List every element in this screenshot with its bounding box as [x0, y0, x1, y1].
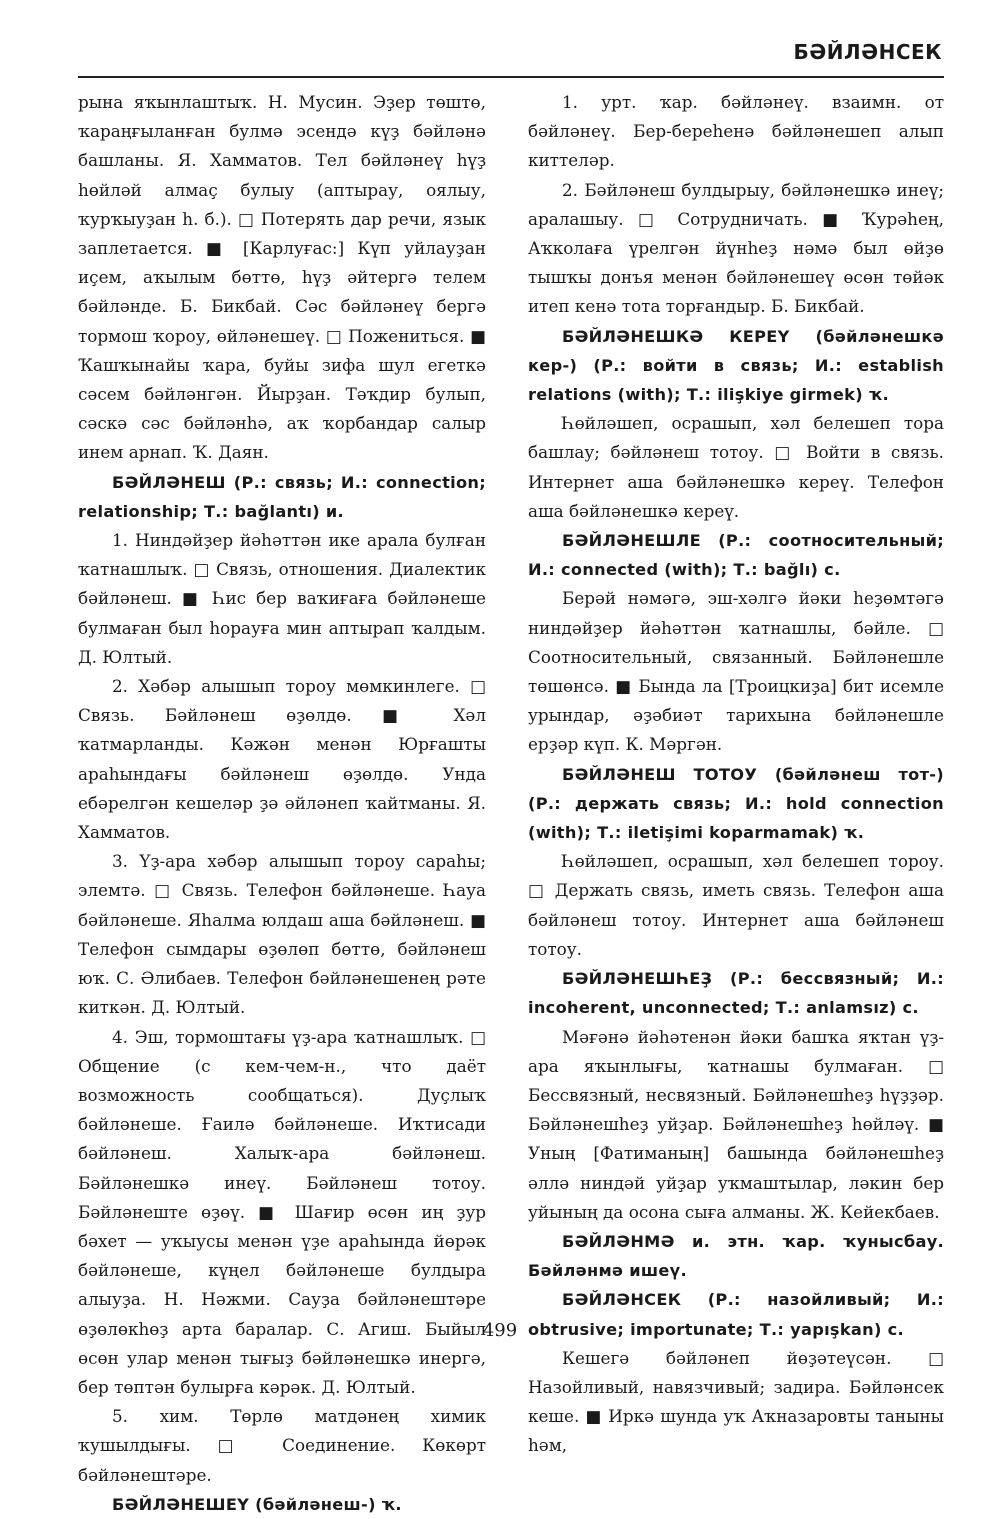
entry-heading: БӘЙЛӘНЕШКӘ КЕРЕҮ (бәйләнешкә кер-) (Р.: войти в связь; И.: establish relations (with); Т.: ilişkiye girmek) ҡ. — [528, 326, 944, 405]
entry-heading: БӘЙЛӘНСЕК (Р.: назойливый; И.: obtrusive; importunate; Т.: yapışkan) с. — [528, 1290, 944, 1339]
entry-paragraph: 1. урт. ҡар. бәйләнеү. взаимн. от бәйләнеү. Бер-береһенә бәйләнешеп алып киттеләр. — [528, 92, 944, 171]
entry-paragraph: Һөйләшеп, осрашып, хәл белешеп тора башлау; бәйләнеш тотоу. □ Войти в связь. Интернет аша бәйләнешкә кереү. Телефон аша бәйләнешкә кереү. — [528, 413, 944, 521]
header-rule — [78, 76, 944, 78]
running-head: БӘЙЛӘНСЕК — [793, 40, 942, 64]
entry-paragraph: рына яҡынлаштыҡ. Н. Мусин. Эҙер төштө, ҡараңғыланған булмә эсендә күҙ бәйләнә башланы. Я. Хамматов. Тел бәйләнеү һүҙ һөйләй алмаҫ булыу (аптырау, оялыу, ҡурҡыуҙан һ. б.). □ Потерять дар речи, язык заплетается. ■ [Карлуғас:] Күп уйлауҙан иҫем, аҡылым бөттө, һүҙ әйтергә телем бәйләнде. Б. Бикбай. Сәс бәйләнеү бергә тормош ҡороу, өйләнешеү. □ Пожениться. ■ Ҡашҡынайы ҡара, буйы зифа шул егеткә сәсем бәйләнгән. Йырҙан. Тәҡдир булып, сәскә сәс бәйләнһә, аҡ ҡорбандар салыр инем арнап. Ҡ. Даян. — [78, 92, 486, 463]
entry-heading: БӘЙЛӘНЕШҺЕҘ (Р.: бессвязный; И.: incoherent, unconnected; Т.: anlamsız) с. — [528, 969, 944, 1018]
entry-heading: БӘЙЛӘНЕШЕҮ (бәйләнеш-) ҡ. — [112, 1494, 402, 1514]
entry-paragraph: Кешегә бәйләнеп йөҙәтеүсән. □ Назойливый, навязчивый; задира. Бәйләнсек кеше. ■ Иркә шунда уҡ Аҡназаровты таныны һәм, — [528, 1347, 944, 1456]
entry-paragraph: 2. Хәбәр алышып тороу мөмкинлеге. □ Связь. Бәйләнеш өҙөлдө. ■ Хәл ҡатмарланды. Кәжән менән Юрғашты араһындағы бәйләнеш өҙөлдө. Унда ебәрелгән кешеләр ҙә әйләнеп ҡайтманы. Я. Хамматов. — [78, 676, 486, 843]
entry-paragraph: 1. Ниндәйҙер йәһәттән ике арала булған ҡатнашлыҡ. □ Связь, отношения. Диалектик бәйләнеш. ■ Һис бер ваҡиғаға бәйләнеше булмаған был һорауға мин аптырап ҡалдым. Д. Юлтый. — [78, 530, 486, 667]
entry-paragraph: Берәй нәмәгә, эш-хәлгә йәки һеҙөмтәгә ниндәйҙер йәһәттән ҡатнашлы, бәйле. □ Соотносительный, связанный. Бәйләнешле төшөнсә. ■ Бында ла [Троицкиҙа] бит исемле урындар, әҙәбиәт тарихына бәйләнешле ерҙәр күп. К. Мәргән. — [528, 588, 944, 755]
entry-paragraph: 5. хим. Төрлө матдәнең химик ҡушылдығы. □ Соединение. Көкөрт бәйләнештәре. — [78, 1406, 486, 1485]
entry-paragraph: Һөйләшеп, осрашып, хәл белешеп тороу. □ Держать связь, иметь связь. Телефон аша бәйләнеш тотоу. Интернет аша бәйләнеш тотоу. — [528, 851, 944, 959]
entry-paragraph: 4. Эш, тормоштағы үҙ-ара ҡатнашлыҡ. □ Общение (с кем-чем-н., что даёт возможность сообщаться). Дуҫлыҡ бәйләнеше. Ғаилә бәйләнеше. Иҡтисади бәйләнеш. Халыҡ-ара бәйләнеш. Бәйләнешкә инеү. Бәйләнеш тотоу. Бәйләнеште өҙөү. ■ Шағир өсөн иң ҙур бәхет — уҡыусы менән үҙе араһында йөрәк бәйләнеше, күңел бәйләнеше булдыра алыуҙа. Н. Нәжми. Сауҙа бәйләнештәре өҙөлөкһөҙ арта баралар. С. Агиш. Быйыл өсөн улар менән тығыҙ бәйләнешкә инергә, бер төптән булырға кәрәк. Д. Юлтый. — [78, 1026, 486, 1397]
entry-paragraph: 3. Үҙ-ара хәбәр алышып тороу сараһы; элемтә. □ Связь. Телефон бәйләнеше. Һауа бәйләнеше. Яһалма юлдаш аша бәйләнеш. ■ Телефон сымдары өҙөлөп бөттө, бәйләнеш юҡ. С. Әлибаев. Телефон бәйләнешенең рәте киткән. Д. Юлтый. — [78, 851, 486, 1018]
entry-paragraph: 2. Бәйләнеш булдырыу, бәйләнешкә инеү; аралашыу. □ Сотрудничать. ■ Ҡурәһең, Аҡколаға үрелгән йүнһеҙ нәмә был өйҙө тышҡы донъя менән бәйләнешеү өсөн төйәк итеп кенә тота торғандыр. Б. Бикбай. — [528, 179, 944, 317]
entry-paragraph: Мәғәнә йәһәтенән йәки башҡа яҡтан үҙ-ара яҡынлығы, ҡатнашы булмаған. □ Бессвязный, несвязный. Бәйләнешһеҙ һүҙҙәр. Бәйләнешһеҙ уйҙар. Бәйләнешһеҙ һөйләү. ■ Уның [Фатиманың] башында бәйләнешһеҙ әллә ниндәй уйҙар уҡмаштылар, ләкин бер уйының да осона сыға алманы. Ж. Кейекбаев. — [528, 1026, 944, 1222]
right-column — [528, 88, 944, 1461]
left-column — [78, 88, 486, 1519]
entry-heading: БӘЙЛӘНМӘ и. этн. ҡар. ҡунысбау. Бәйләнмә ишеү. — [528, 1231, 944, 1281]
page-number: 499 — [482, 1320, 518, 1341]
entry-heading: БӘЙЛӘНЕШ (Р.: связь; И.: connection; relationship; Т.: bağlantı) и. — [78, 472, 486, 521]
entry-heading: БӘЙЛӘНЕШЛЕ (Р.: соотносительный; И.: connected (with); Т.: bağlı) с. — [528, 531, 944, 580]
entry-heading: БӘЙЛӘНЕШ ТОТОУ (бәйләнеш тот-) (Р.: держать связь; И.: hold connection (with); Т.: iletişimi koparmamak) ҡ. — [528, 764, 944, 843]
